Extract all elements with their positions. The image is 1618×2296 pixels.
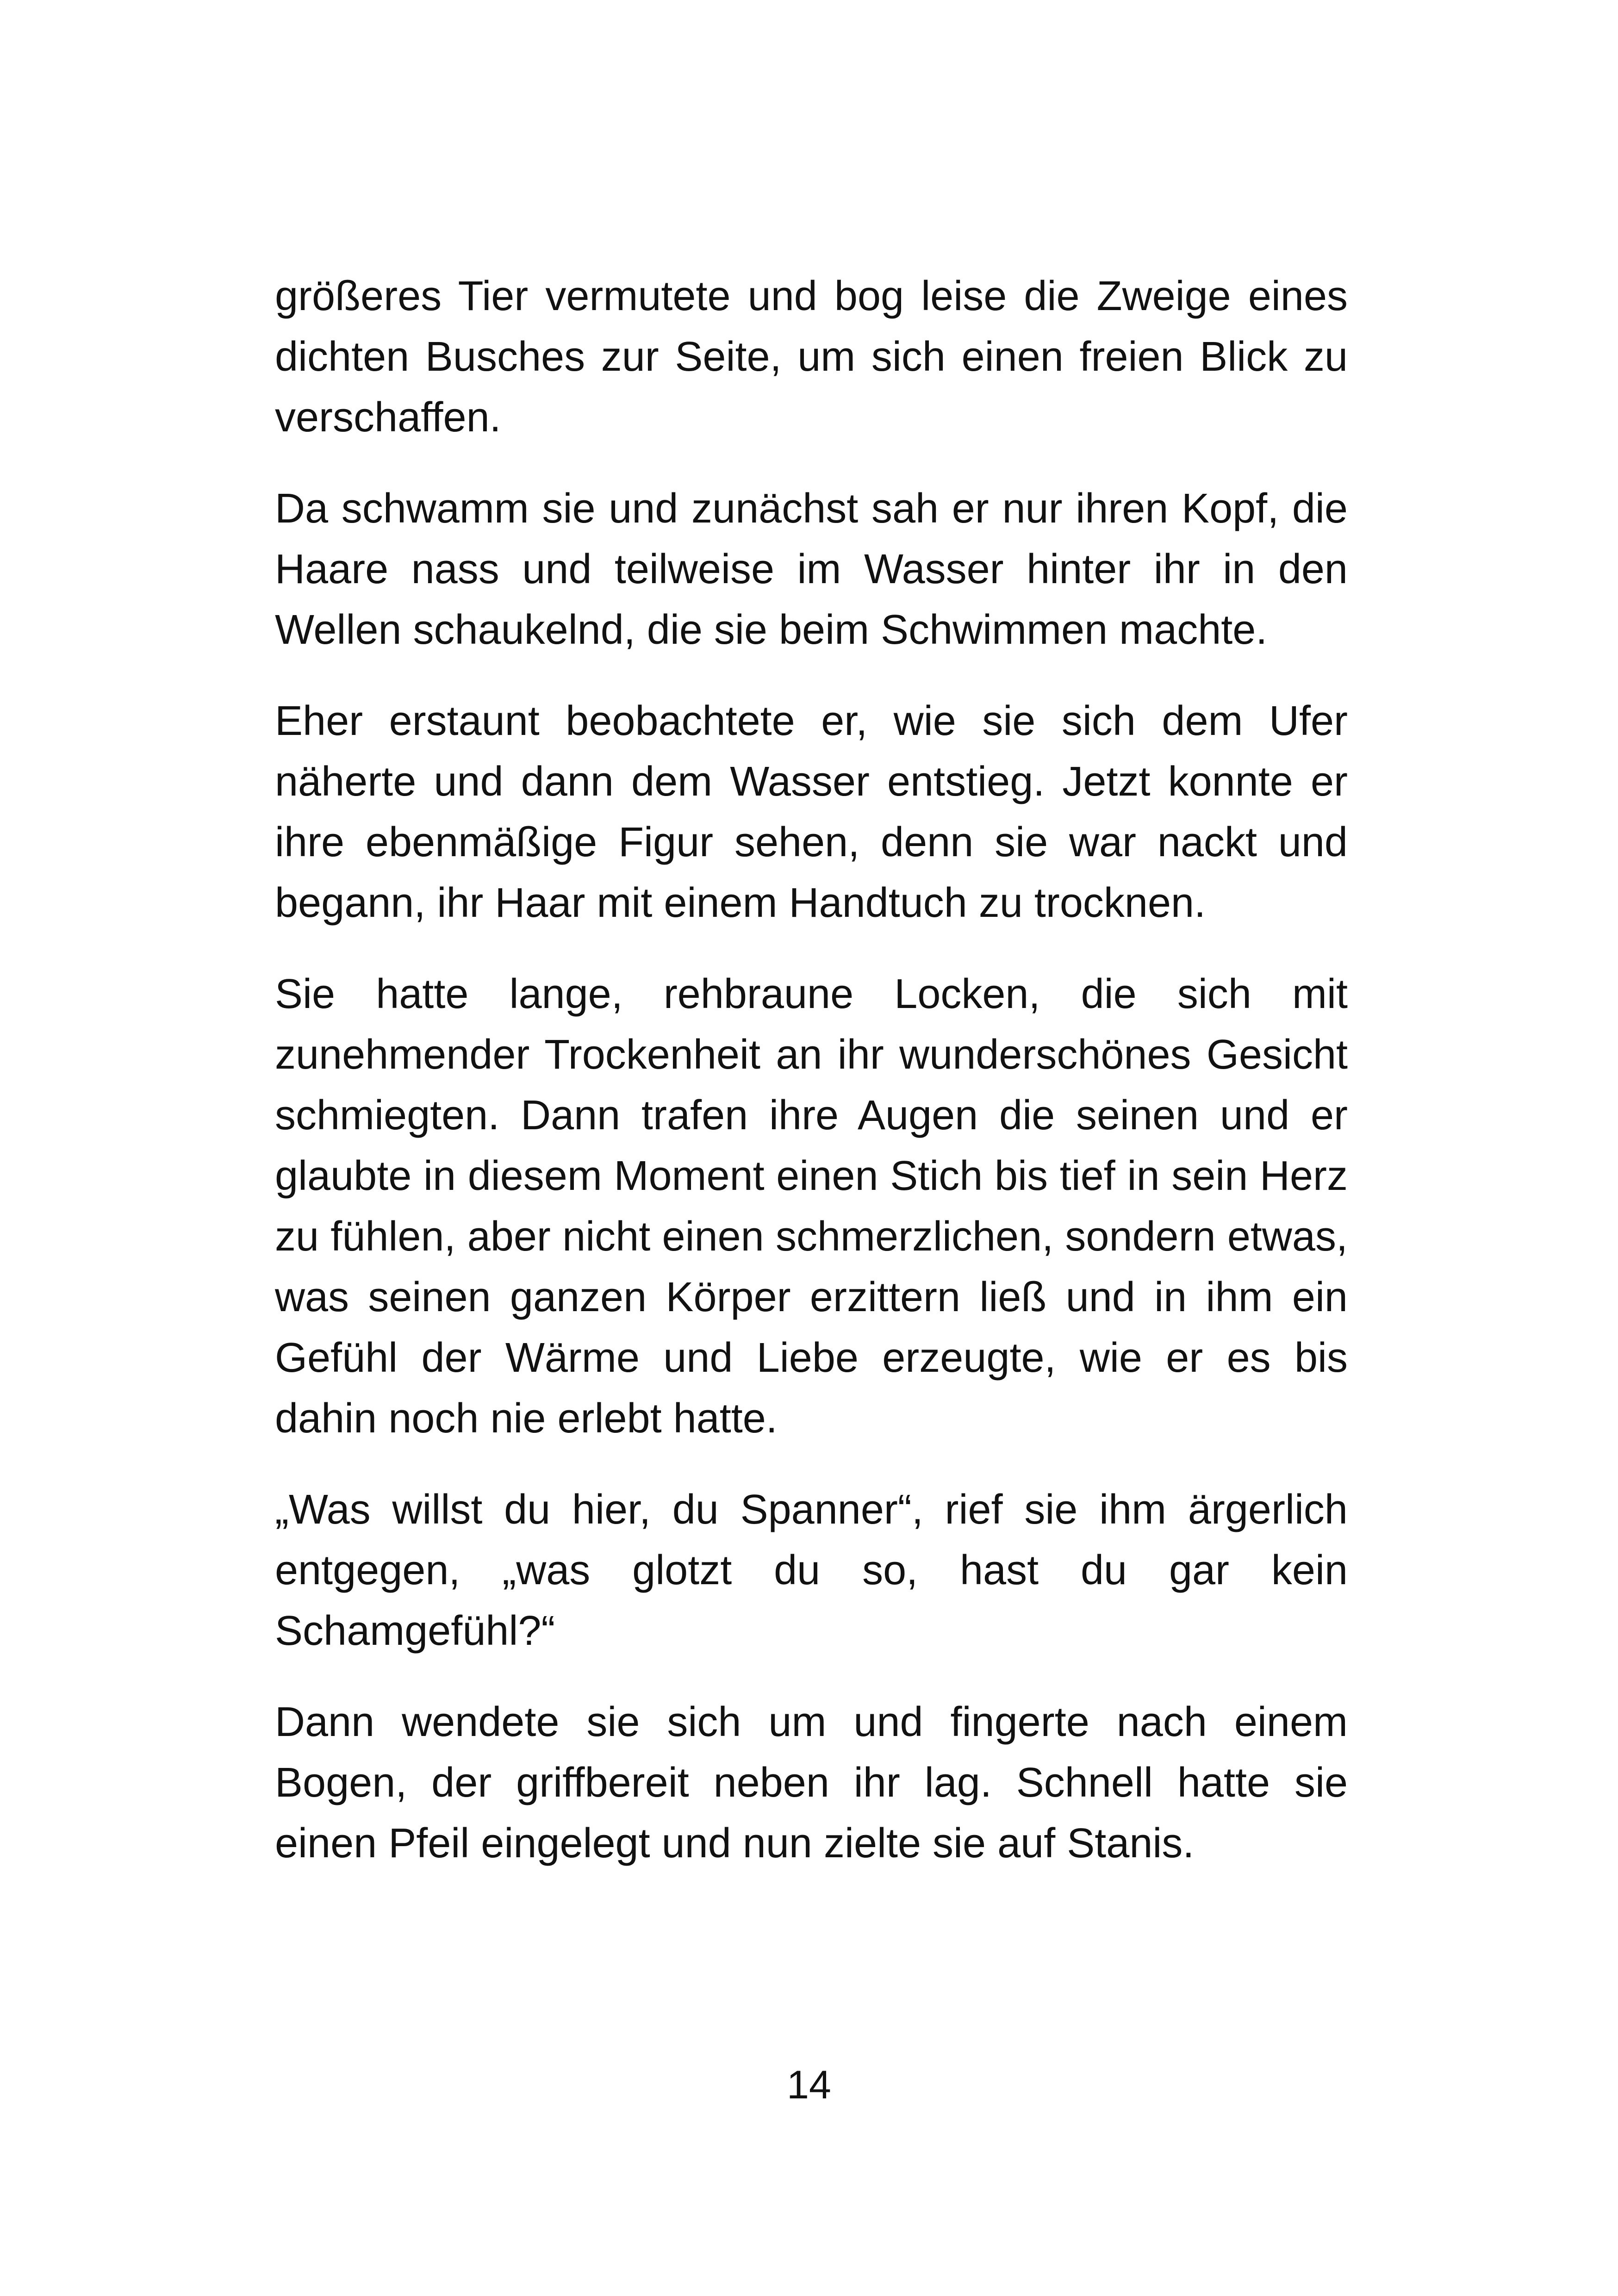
paragraph-1: größeres Tier vermutete und bog leise die Zweige eines dichten Busches zur Seite, um sich einen freien Blick zu verschaffen. <box>275 273 1348 441</box>
body-text <box>275 266 1348 1874</box>
paragraph-3: Eher erstaunt beobachtete er, wie sie sich dem Ufer näherte und dann dem Wasser entstieg. Jetzt konnte er ihre ebenmäßige Figur sehen, denn sie war nackt und begann, ihr Haar mit einem Handtuch zu trocknen. <box>275 698 1348 926</box>
paragraph-2: Da schwamm sie und zunächst sah er nur ihren Kopf, die Haare nass und teilweise im Wasser hinter ihr in den Wellen schaukelnd, die sie beim Schwimmen machte. <box>275 485 1348 653</box>
paragraph-4: Sie hatte lange, rehbraune Locken, die sich mit zunehmender Trockenheit an ihr wunderschönes Gesicht schmiegten. Dann trafen ihre Augen die seinen und er glaubte in diesem Moment einen Stich bis tief in sein Herz zu fühlen, aber nicht einen schmerzlichen, sondern etwas, was seinen ganzen Körper erzittern ließ und in ihm ein Gefühl der Wärme und Liebe erzeugte, wie er es bis dahin noch nie erlebt hatte. <box>275 971 1348 1442</box>
paragraph-5: „Was willst du hier, du Spanner“, rief sie ihm ärgerlich entgegen, „was glotzt du so, hast du gar kein Schamgefühl?“ <box>275 1487 1348 1654</box>
paragraph-6: Dann wendete sie sich um und fingerte nach einem Bogen, der griffbereit neben ihr lag. Schnell hatte sie einen Pfeil eingelegt und nun zielte sie auf Stanis. <box>275 1699 1348 1867</box>
page-number: 14 <box>787 2063 831 2107</box>
